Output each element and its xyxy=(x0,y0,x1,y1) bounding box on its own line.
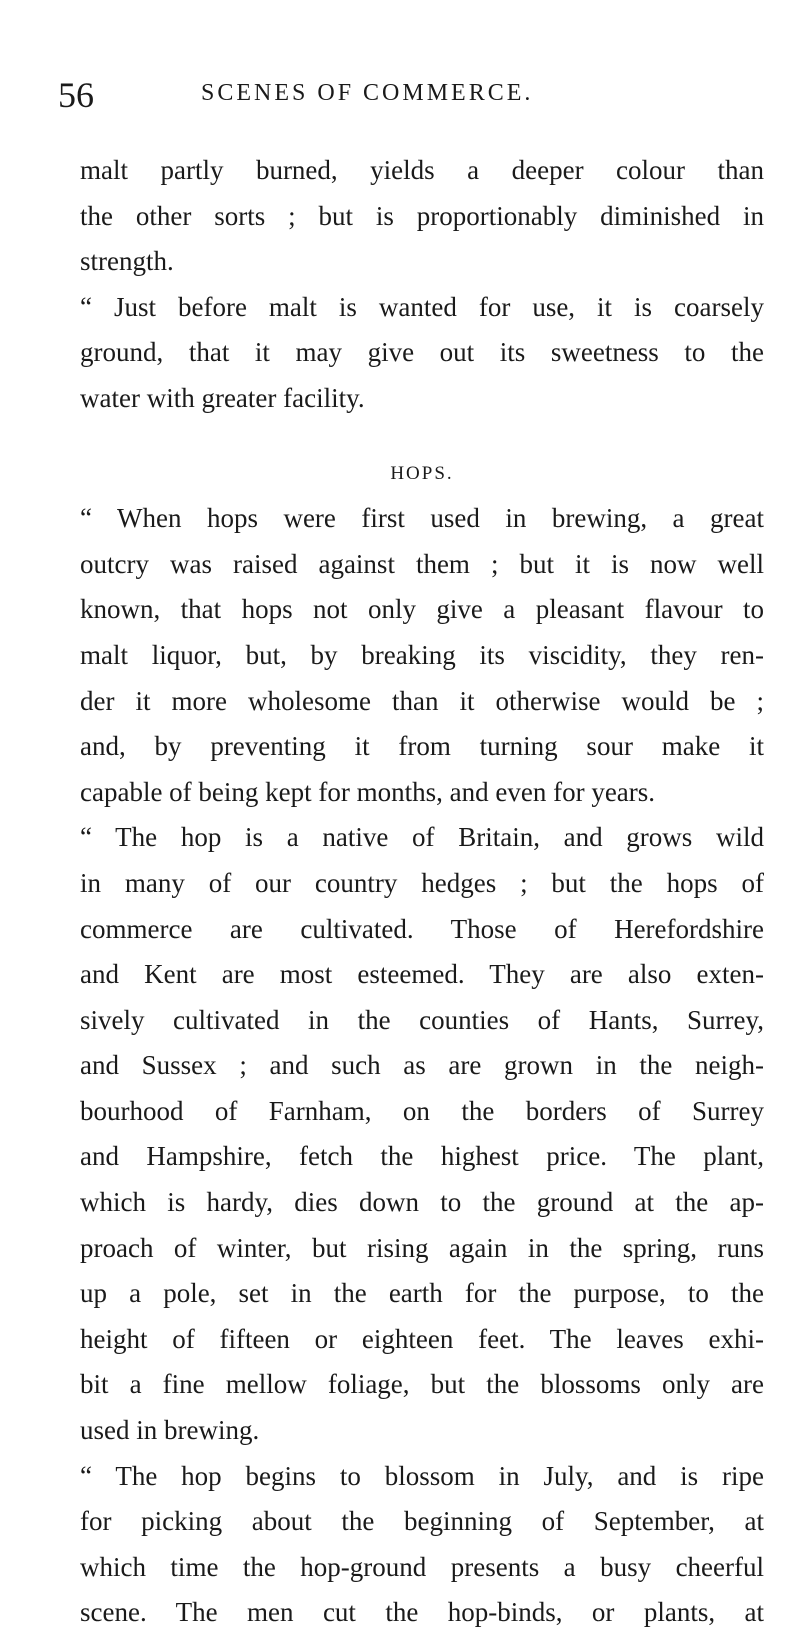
text-line: known, that hops not only give a pleasant flavour to xyxy=(80,594,764,625)
text-line: “ When hops were first used in brewing, a great xyxy=(80,503,764,534)
text-line: used in brewing. xyxy=(80,1415,260,1446)
text-line: bit a fine mellow foliage, but the blossoms only are xyxy=(80,1369,764,1400)
text-line: which is hardy, dies down to the ground at the ap- xyxy=(80,1187,764,1218)
text-line: bourhood of Farnham, on the borders of Surrey xyxy=(80,1095,764,1126)
text-line: “ Just before malt is wanted for use, it is coarsely xyxy=(80,291,764,322)
text-line: and Kent are most esteemed. They are also exten- xyxy=(80,959,764,990)
text-line: the other sorts ; but is proportionably diminished in xyxy=(80,200,764,231)
text-line: height of fifteen or eighteen feet. The leaves exhi- xyxy=(80,1323,764,1354)
text-line: malt liquor, but, by breaking its viscidity, they ren- xyxy=(80,639,764,670)
text-line: and, by preventing it from turning sour make it xyxy=(80,731,764,762)
text-line: which time the hop-ground presents a busy cheerful xyxy=(80,1551,764,1582)
text-line: and Sussex ; and such as are grown in the neigh- xyxy=(80,1050,764,1081)
text-line: der it more wholesome than it otherwise would be ; xyxy=(80,685,764,716)
text-line: proach of winter, but rising again in the spring, runs xyxy=(80,1232,764,1263)
running-head: SCENES OF COMMERCE. xyxy=(201,80,534,106)
text-line: malt partly burned, yields a deeper colour than xyxy=(80,155,764,185)
text-line: sively cultivated in the counties of Hants, Surrey, xyxy=(80,1004,764,1035)
text-line: and Hampshire, fetch the highest price. The plant, xyxy=(80,1141,764,1172)
text-line: water with greater facility. xyxy=(80,382,365,413)
text-line: strength. xyxy=(80,246,174,277)
section-heading: HOPS. xyxy=(390,462,454,484)
text-line: scene. The men cut the hop-binds, or plants, at xyxy=(80,1597,764,1628)
page-number: 56 xyxy=(58,75,94,115)
text-line: ground, that it may give out its sweetness to the xyxy=(80,337,764,368)
text-line: up a pole, set in the earth for the purpose, to the xyxy=(80,1278,764,1309)
text-line: outcry was raised against them ; but it is now well xyxy=(80,548,764,579)
body-text xyxy=(80,148,764,1636)
text-line: in many of our country hedges ; but the hops of xyxy=(80,867,764,898)
text-line: “ The hop is a native of Britain, and grows wild xyxy=(80,822,764,853)
text-line: commerce are cultivated. Those of Herefordshire xyxy=(80,913,764,944)
text-line: capable of being kept for months, and even for years. xyxy=(80,776,656,807)
page-header xyxy=(58,74,752,122)
text-line: for picking about the beginning of September, at xyxy=(80,1506,764,1537)
text-line: “ The hop begins to blossom in July, and is ripe xyxy=(80,1460,764,1491)
